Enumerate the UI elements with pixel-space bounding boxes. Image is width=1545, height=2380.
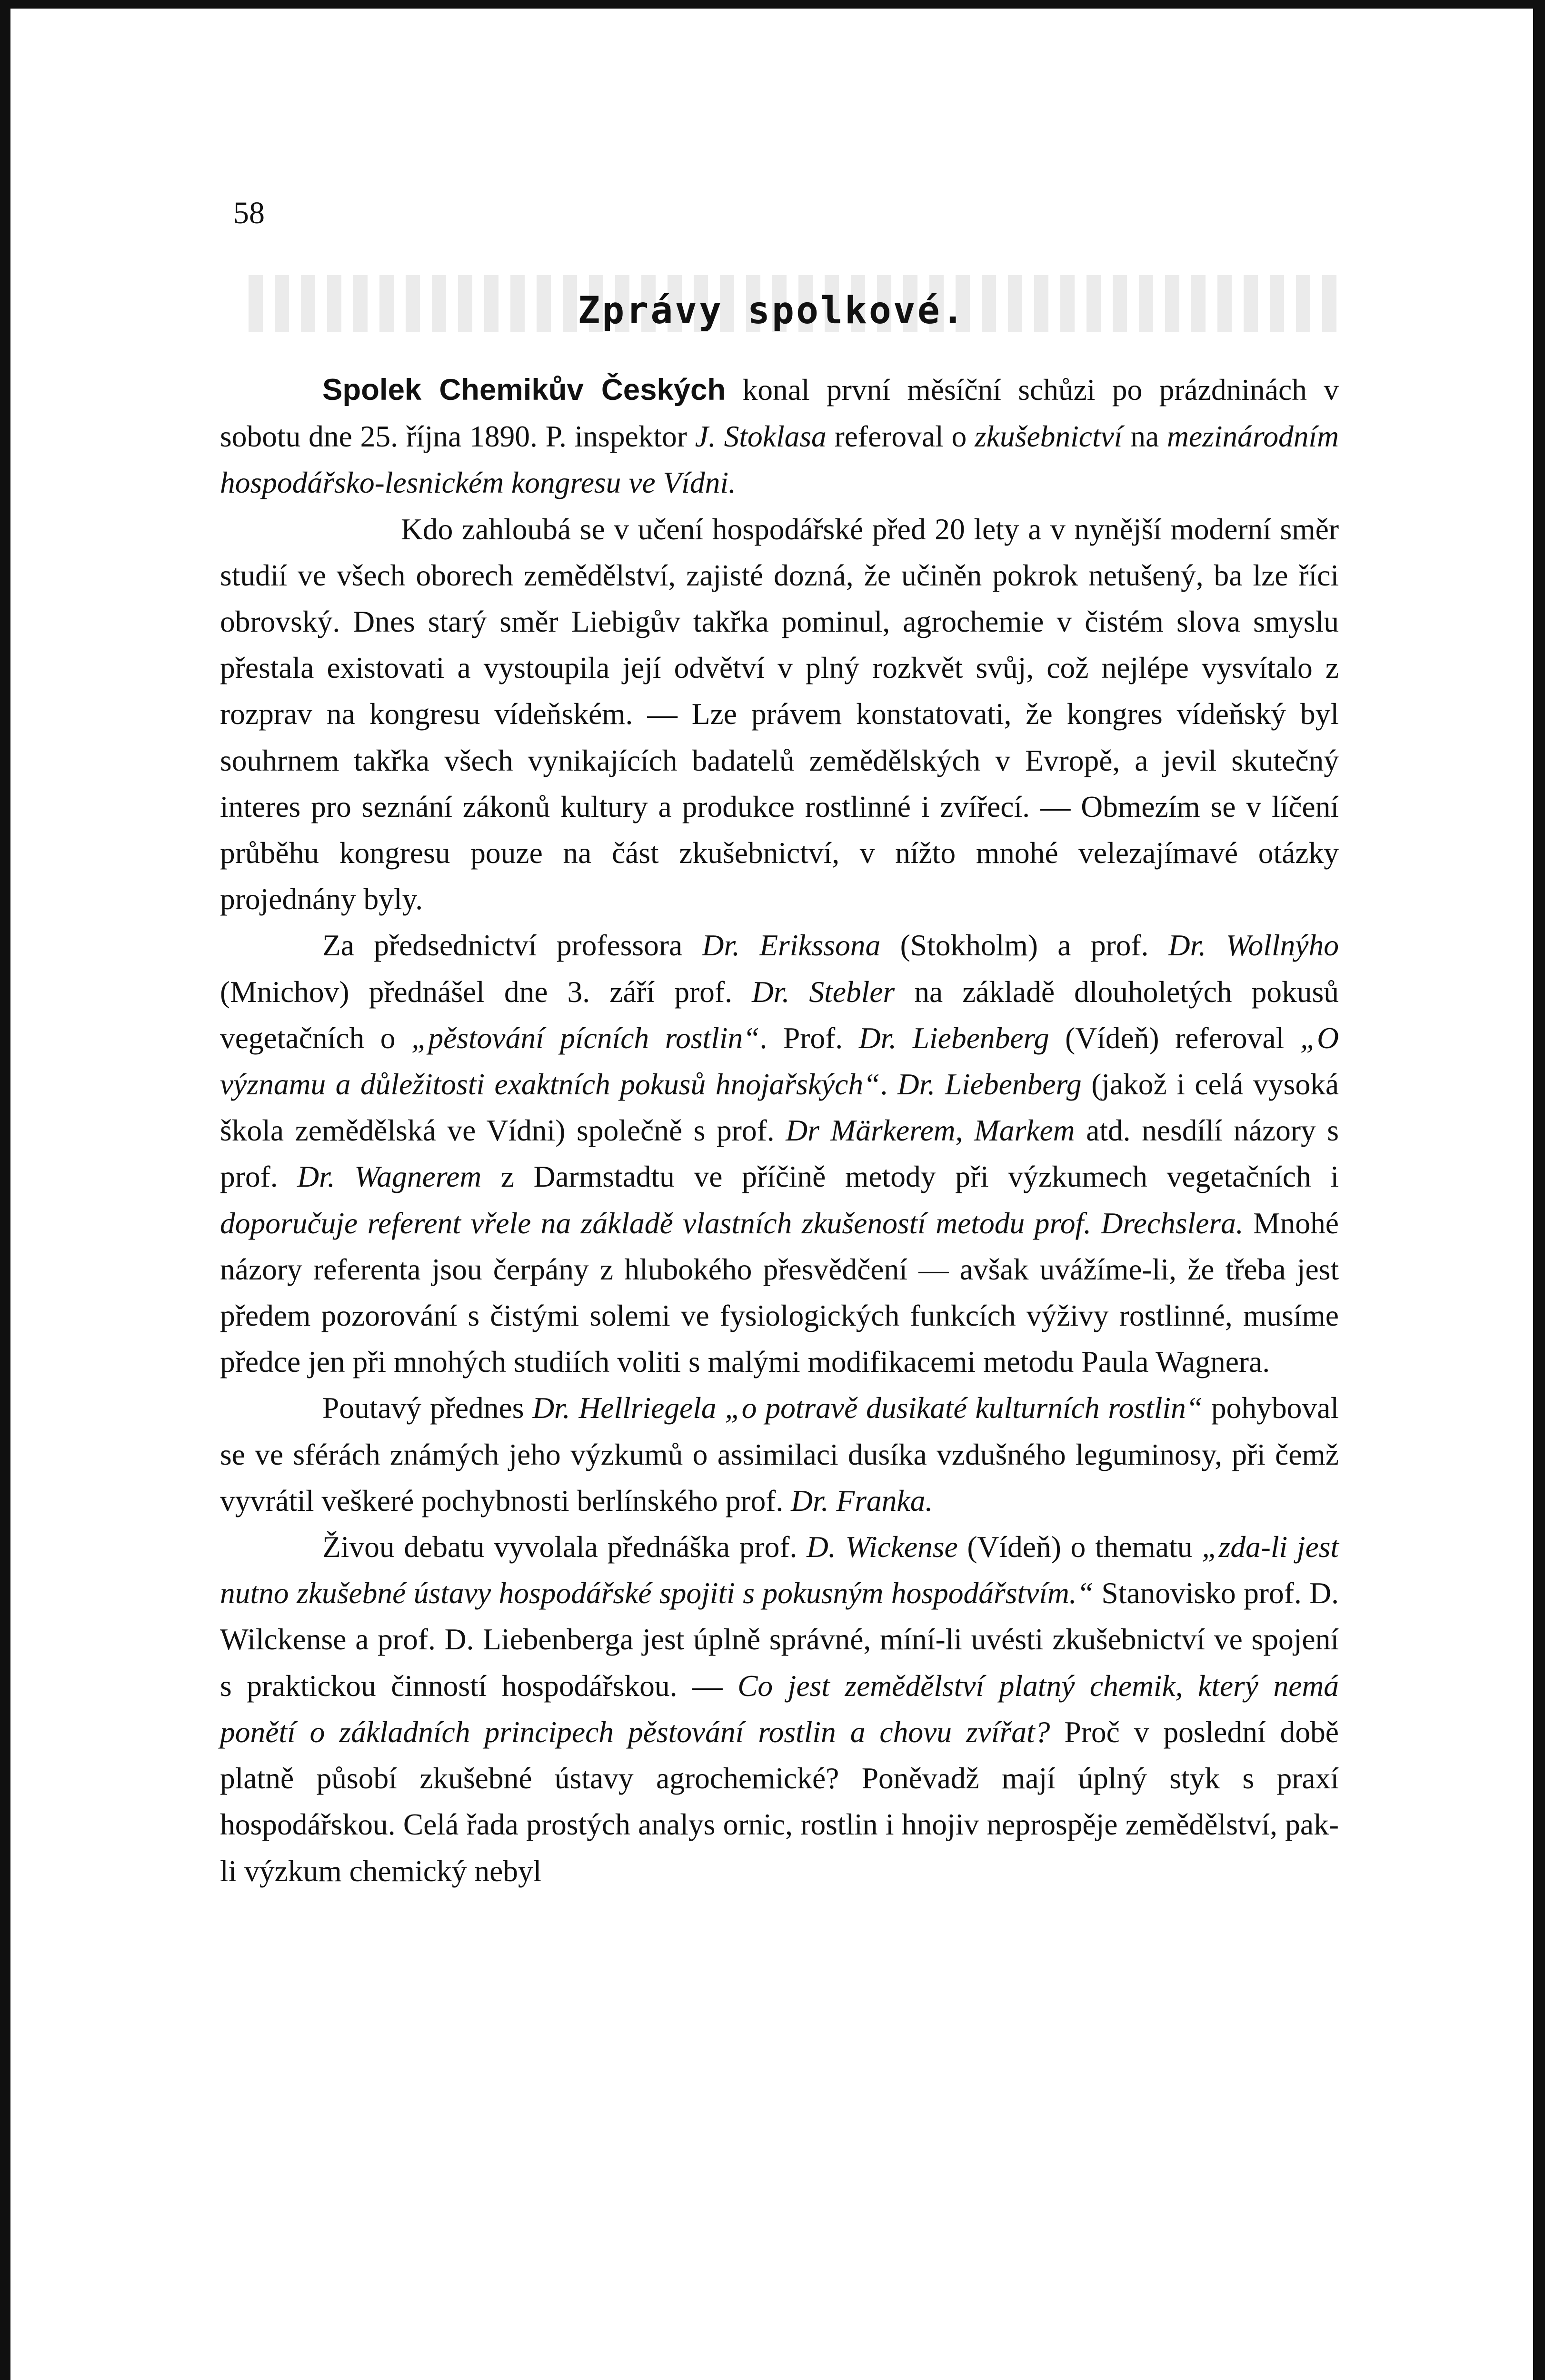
- congress-name: mezinárodním hospodářsko-lesnickém kongresu ve Vídni.: [220, 419, 1339, 500]
- topic-term: zkušebnictví: [975, 419, 1123, 454]
- section-title: Zprávy spolkové.: [578, 289, 966, 332]
- paragraph-5: Živou debatu vyvolala přednáška prof. D. Wickense (Vídeň) o thematu „zda-li jest nutno zkušebné ústavy hospodářské spojiti s pokusným hospodářstvím.“ Stanovisko prof. D. Wilckense a prof. D. Liebenberga jest úplně správné, míní-li uvésti zkušebnictví ve spojení s praktickou činností hospodářskou. — Co jest zemědělství platný chemik, který nemá ponětí o základních principech pěstování rostlin a chovu zvířat? Proč v poslední době platně působí zkušebné ústavy agrochemické? Poněvadž mají úplný styk s praxí hospodářskou. Celá řada prostých analys ornic, rostlin i hnojiv neprospěje zemědělství, pak-li výzkum chemický nebyl: [220, 1530, 1339, 1888]
- paragraph-1: Spolek Chemikův Českých konal první měsíční schůzi po prázdninách v sobotu dne 25. října 1890. P. inspektor J. Stoklasa referoval o zkušebnictví na mezinárodním hospodářsko-lesnickém kongresu ve Vídni.: [220, 373, 1339, 500]
- paragraph-4: Poutavý přednes Dr. Hellriegela „o potravě dusikaté kulturních rostlin“ pohyboval se ve sférách známých jeho výzkumů o assimilaci dusíka vzdušného leguminosy, při čemž vyvrátil veškeré pochybnosti berlínského prof. Dr. Franka.: [220, 1391, 1339, 1517]
- society-name: Spolek Chemikův Českých: [322, 373, 726, 407]
- speaker-name: J. Stoklasa: [695, 419, 827, 454]
- document-page: [10, 9, 1533, 2380]
- paragraph-3: Za předsednictví professora Dr. Erikssona (Stokholm) a prof. Dr. Wollnýho (Mnichov) přednášel dne 3. září prof. Dr. Stebler na základě dlouholetých pokusů vegetačních o „pěstování pícních rostlin“. Prof. Dr. Liebenberg (Vídeň) referoval „O významu a důležitosti exaktních pokusů hnojařských“. Dr. Liebenberg (jakož i celá vysoká škola zemědělská ve Vídni) společně s prof. Dr Märkerem, Markem atd. nesdílí názory s prof. Dr. Wagnerem z Darmstadtu ve příčině metody při výzkumech vegetačních i doporučuje referent vřele na základě vlastních zkušeností metodu prof. Drechslera. Mnohé názory referenta jsou čerpány z hlubokého přesvědčení — avšak uvážíme-li, že třeba jest předem pozorování s čistými solemi ve fysiologických funkcích výživy rostlinné, musíme předce jen při mnohých studiích voliti s malými modifikacemi metodu Paula Wagnera.: [220, 928, 1339, 1379]
- page-number: 58: [233, 196, 265, 230]
- paragraph-2: Kdo zahloubá se v učení hospodářské před 20 lety a v nynější moderní směr studií ve všech oborech zemědělství, zajisté dozná, že učiněn pokrok netušený, ba lze říci obrovský. Dnes starý směr Liebigův takřka pominul, agrochemie v čistém slova smyslu přestala existovati a vystoupila její odvětví v plný rozkvět svůj, což nejlépe vysvítalo z rozprav na kongresu vídeňském. — Lze právem konstatovati, že kongres vídeňský byl souhrnem takřka všech vynikajících badatelů zemědělských v Evropě, a jevil skutečný interes pro seznání zákonů kultury a produkce rostlinné i zvířecí. — Obmezím se v líčení průběhu kongresu pouze na část zkušebnictví, v nížto mnohé velezajímavé otázky projednány byly.: [220, 512, 1339, 916]
- article-body: [220, 367, 1339, 1894]
